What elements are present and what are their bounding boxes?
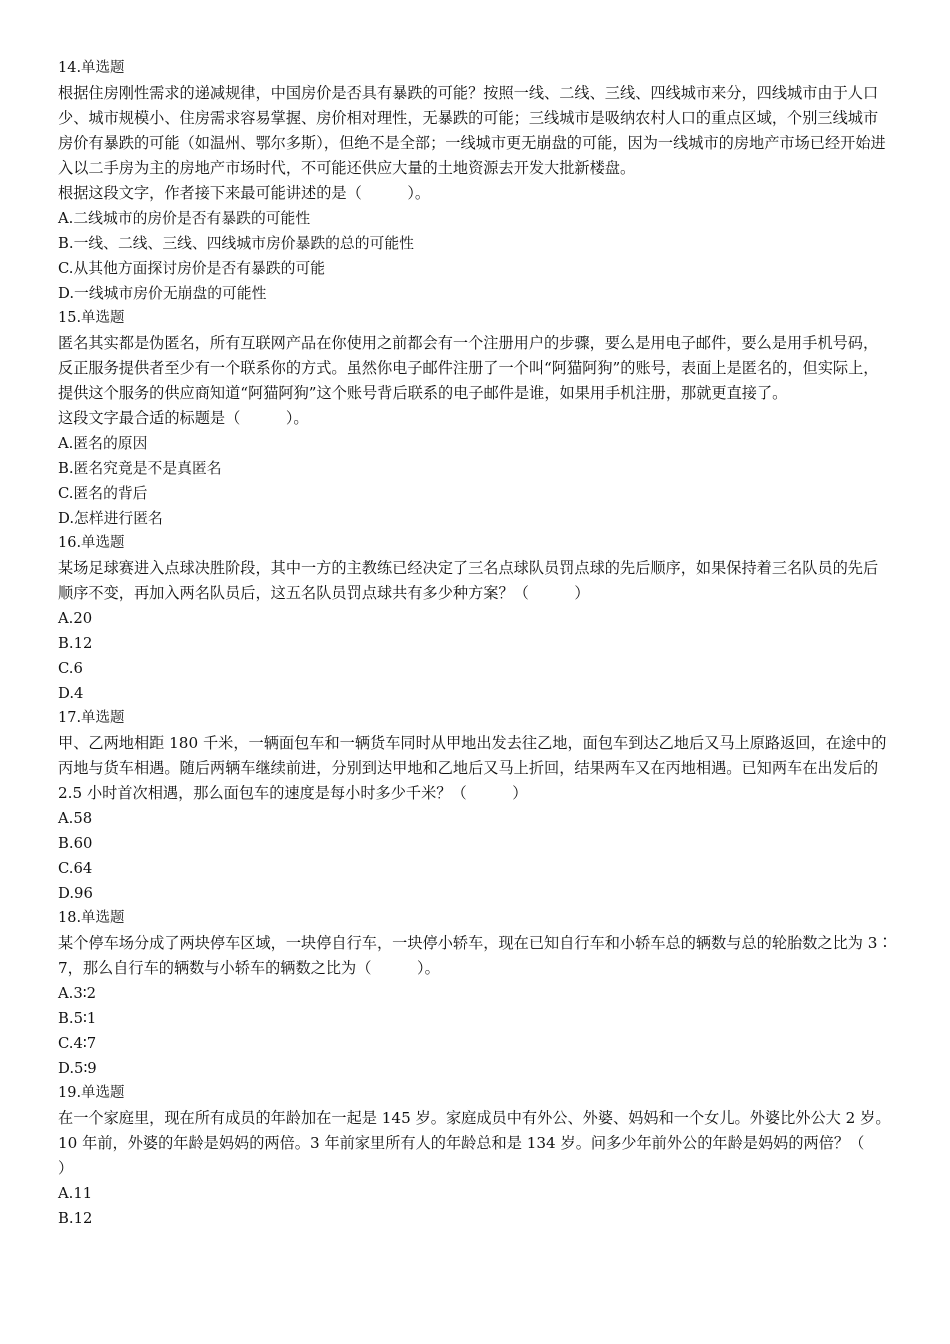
- option-a: A.匿名的原因: [58, 435, 148, 452]
- option-d: D.5∶9: [58, 1060, 97, 1077]
- question-stem: 甲、乙两地相距 180 千米，一辆面包车和一辆货车同时从甲地出发去往乙地，面包车到达乙地后又马上原路返回，在途中的丙地与货车相遇。随后两辆车继续前进，分别到达甲地和乙地后又马上折回，结果两车又在丙地相遇。已知两车在出发后的 2.5 小时首次相遇，那么面包车的速度是每小时多少千米？（ ）: [58, 734, 887, 802]
- option-c: C.4∶7: [58, 1035, 97, 1052]
- question-prompt: 根据这段文字，作者接下来最可能讲述的是（ ）。: [58, 184, 431, 202]
- question-14: [58, 56, 893, 306]
- option-c: C.匿名的背后: [58, 485, 148, 502]
- option-d: D.96: [58, 885, 93, 902]
- option-d: D.怎样进行匿名: [58, 510, 163, 527]
- option-a: A.20: [58, 610, 93, 627]
- option-b: B.12: [58, 1210, 93, 1227]
- question-18: [58, 906, 893, 1081]
- question-17: [58, 706, 893, 906]
- option-a: A.二线城市的房价是否有暴跌的可能性: [58, 210, 311, 227]
- question-stem: 某个停车场分成了两块停车区域，一块停自行车，一块停小轿车，现在已知自行车和小轿车总的辆数与总的轮胎数之比为 3∶7，那么自行车的辆数与小轿车的辆数之比为（ ）。: [58, 934, 893, 977]
- question-number-label: 14.单选题: [58, 60, 125, 76]
- question-stem: 匿名其实都是伪匿名，所有互联网产品在你使用之前都会有一个注册用户的步骤，要么是用电子邮件，要么是用手机号码，反正服务提供者至少有一个联系你的方式。虽然你电子邮件注册了一个叫“阿猫阿狗”的账号，表面上是匿名的，但实际上，提供这个服务的供应商知道“阿猫阿狗”这个账号背后联系的电子邮件是谁，如果用手机注册，那就更直接了。: [58, 334, 879, 402]
- question-15: [58, 306, 893, 531]
- question-prompt: 这段文字最合适的标题是（ ）。: [58, 409, 309, 427]
- question-number-label: 16.单选题: [58, 535, 125, 551]
- question-number-label: 19.单选题: [58, 1085, 125, 1101]
- option-b: B.5∶1: [58, 1010, 97, 1027]
- option-d: D.4: [58, 685, 84, 702]
- option-a: A.11: [58, 1185, 93, 1202]
- question-number-label: 15.单选题: [58, 310, 125, 326]
- option-b: B.一线、二线、三线、四线城市房价暴跌的总的可能性: [58, 235, 414, 252]
- option-a: A.58: [58, 810, 93, 827]
- option-c: C.6: [58, 660, 83, 677]
- option-d: D.一线城市房价无崩盘的可能性: [58, 285, 267, 302]
- question-19: [58, 1081, 910, 1231]
- option-b: B.12: [58, 635, 93, 652]
- option-c: C.从其他方面探讨房价是否有暴跌的可能: [58, 260, 326, 277]
- exam-page: [58, 56, 910, 1231]
- option-c: C.64: [58, 860, 93, 877]
- question-number-label: 17.单选题: [58, 710, 125, 726]
- question-16: [58, 531, 893, 706]
- question-number-label: 18.单选题: [58, 910, 125, 926]
- option-b: B.匿名究竟是不是真匿名: [58, 460, 222, 477]
- option-a: A.3∶2: [58, 985, 97, 1002]
- question-stem: 在一个家庭里，现在所有成员的年龄加在一起是 145 岁。家庭成员中有外公、外婆、妈妈和一个女儿。外婆比外公大 2 岁。10 年前，外婆的年龄是妈妈的两倍。3 年前家里所有人的年龄总和是 134 岁。问多少年前外公的年龄是妈妈的两倍？（ ）: [58, 1109, 910, 1177]
- option-b: B.60: [58, 835, 93, 852]
- question-stem: 根据住房刚性需求的递减规律，中国房价是否具有暴跌的可能？按照一线、二线、三线、四线城市来分，四线城市由于人口少、城市规模小、住房需求容易掌握、房价相对理性，无暴跌的可能；三线城市是吸纳农村人口的重点区域，个别三线城市房价有暴跌的可能（如温州、鄂尔多斯），但绝不是全部；一线城市更无崩盘的可能，因为一线城市的房地产市场已经开始进入以二手房为主的房地产市场时代，不可能还供应大量的土地资源去开发大批新楼盘。: [58, 84, 886, 177]
- question-stem: 某场足球赛进入点球决胜阶段，其中一方的主教练已经决定了三名点球队员罚点球的先后顺序，如果保持着三名队员的先后顺序不变，再加入两名队员后，这五名队员罚点球共有多少种方案？（ ）: [58, 559, 879, 602]
